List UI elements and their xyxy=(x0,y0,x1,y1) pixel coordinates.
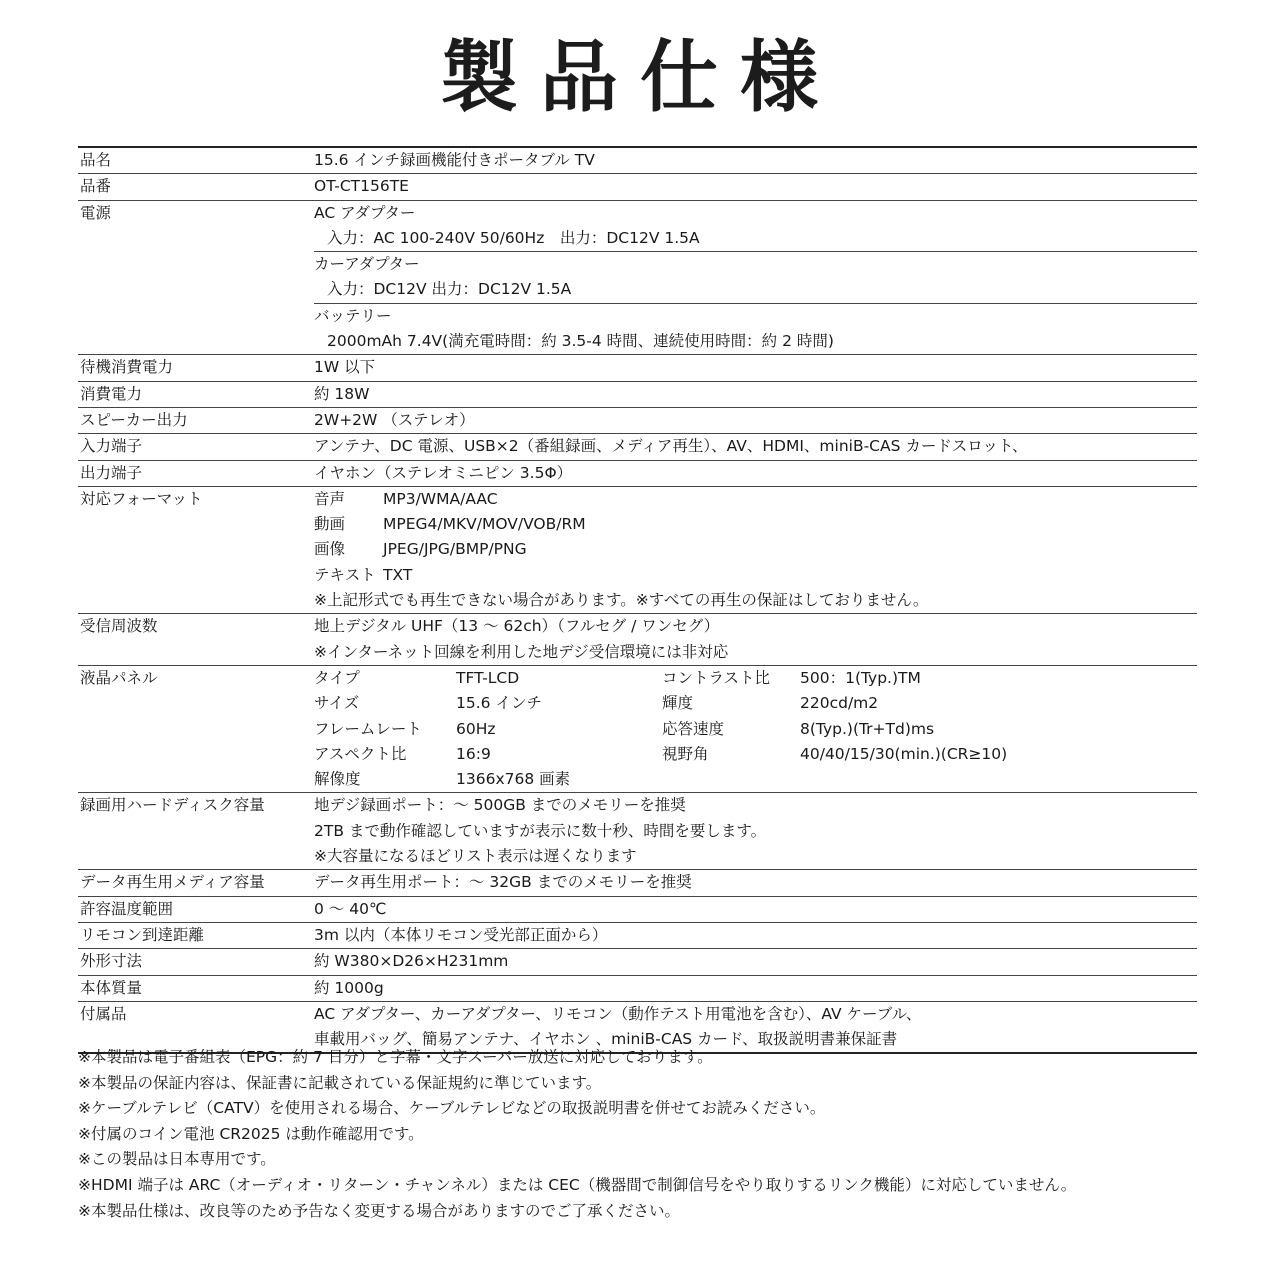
panel-key: 応答速度 xyxy=(662,719,725,738)
spec-label: 外形寸法 xyxy=(80,952,143,971)
spec-row-input xyxy=(78,433,1197,459)
panel-key: アスペクト比 xyxy=(314,744,407,763)
format-note: ※上記形式でも再生できない場合があります。※すべての再生の保証はしておりません。 xyxy=(314,591,929,610)
panel-key: 視野角 xyxy=(662,744,709,763)
spec-label: 待機消費電力 xyxy=(80,358,174,377)
spec-label: 付属品 xyxy=(80,1004,127,1023)
spec-label: 電源 xyxy=(80,203,112,222)
panel-value: 8(Typ.)(Tr+Td)ms xyxy=(800,719,935,738)
spec-row-temperature xyxy=(78,896,1197,922)
spec-row-output xyxy=(78,460,1197,486)
spec-table xyxy=(78,146,1197,1054)
spec-label: データ再生用メディア容量 xyxy=(80,873,265,892)
spec-row-name xyxy=(78,148,1197,173)
format-kind: テキスト xyxy=(314,565,376,584)
spec-value: 0 ～ 40℃ xyxy=(314,899,387,918)
spec-row-dimensions xyxy=(78,948,1197,974)
panel-value: 15.6 インチ xyxy=(456,694,542,713)
format-value: JPEG/JPG/BMP/PNG xyxy=(383,540,527,559)
spec-label: 受信周波数 xyxy=(80,617,158,636)
spec-row-consumption xyxy=(78,381,1197,407)
power-battery-detail: 2000mAh 7.4V(満充電時間：約 3.5-4 時間、連続使用時間：約 2 時間) xyxy=(327,332,834,351)
spec-row-hdd xyxy=(78,792,1197,869)
spec-label: 液晶パネル xyxy=(80,668,158,687)
spec-value: 1W 以下 xyxy=(314,358,376,377)
panel-value: 60Hz xyxy=(456,719,496,738)
format-item xyxy=(314,537,1197,562)
spec-label: 本体質量 xyxy=(80,978,143,997)
spec-row-speaker xyxy=(78,407,1197,433)
spec-label: 入力端子 xyxy=(80,437,143,456)
spec-label: 対応フォーマット xyxy=(80,489,203,508)
format-value: MP3/WMA/AAC xyxy=(383,489,498,508)
spec-value: 3m 以内（本体リモコン受光部正面から） xyxy=(314,925,608,944)
spec-label: スピーカー出力 xyxy=(80,410,188,429)
hdd-note: ※大容量になるほどリスト表示は遅くなります xyxy=(314,847,637,866)
footnote: ※ケーブルテレビ（CATV）を使用される場合、ケーブルテレビなどの取扱説明書を併せてお読みください。 xyxy=(78,1099,826,1118)
footnote: ※本製品は電子番組表（EPG：約 7 日分）と字幕・文字スーパー放送に対応しております。 xyxy=(78,1048,713,1066)
power-car-block xyxy=(314,251,1197,303)
power-ac-title: AC アダプター xyxy=(314,203,416,222)
footnotes xyxy=(78,1045,1218,1224)
footnote: ※HDMI 端子は ARC（オーディオ・リターン・チャンネル）または CEC（機器間で制御信号をやり取りするリンク機能）に対応していません。 xyxy=(78,1175,1077,1194)
hdd-line: 2TB まで動作確認していますが表示に数十秒、時間を要します。 xyxy=(314,821,767,840)
panel-grid xyxy=(314,666,1197,792)
spec-label: リモコン到達距離 xyxy=(80,925,205,944)
spec-row-frequency xyxy=(78,613,1197,665)
spec-value: 約 1000g xyxy=(314,978,384,997)
footnote: ※本製品の保証内容は、保証書に記載されている保証規約に準じています。 xyxy=(78,1073,602,1092)
format-kind: 音声 xyxy=(314,489,346,508)
power-car-detail: 入力：DC12V 出力：DC12V 1.5A xyxy=(327,280,572,299)
spec-label: 許容温度範囲 xyxy=(80,899,174,918)
footnote: ※この製品は日本専用です。 xyxy=(78,1150,276,1169)
panel-key: 輝度 xyxy=(662,694,694,713)
spec-row-remote xyxy=(78,922,1197,948)
format-value: MPEG4/MKV/MOV/VOB/RM xyxy=(383,515,586,534)
format-kind: 動画 xyxy=(314,515,346,534)
footnote: ※本製品仕様は、改良等のため予告なく変更する場合がありますのでご了承ください。 xyxy=(78,1201,680,1220)
spec-row-media xyxy=(78,869,1197,895)
spec-label: 録画用ハードディスク容量 xyxy=(80,796,265,815)
spec-value: 15.6 インチ録画機能付きポータブル TV xyxy=(314,151,595,169)
panel-key: フレームレート xyxy=(314,719,422,738)
format-value: TXT xyxy=(383,565,413,584)
spec-value: イヤホン（ステレオミニピン 3.5Φ） xyxy=(314,463,573,482)
panel-value: 1366x768 画素 xyxy=(456,770,571,789)
spec-value: OT-CT156TE xyxy=(314,177,409,196)
format-kind: 画像 xyxy=(314,540,346,559)
spec-value: 約 W380×D26×H231mm xyxy=(314,952,509,971)
spec-value: 地上デジタル UHF（13 ～ 62ch）（フルセグ / ワンセグ） xyxy=(314,617,720,636)
power-car-title: カーアダプター xyxy=(314,255,420,274)
power-ac-detail: 入力：AC 100-240V 50/60Hz 出力：DC12V 1.5A xyxy=(327,228,700,247)
panel-value: 16:9 xyxy=(456,744,491,763)
hdd-line: 地デジ録画ポート：～ 500GB までのメモリーを推奨 xyxy=(314,796,686,815)
spec-label: 品番 xyxy=(80,177,112,196)
footnote: ※付属のコイン電池 CR2025 は動作確認用です。 xyxy=(78,1124,424,1143)
spec-label: 消費電力 xyxy=(80,384,143,403)
spec-row-model xyxy=(78,173,1197,199)
panel-key: サイズ xyxy=(314,694,360,713)
spec-value: アンテナ、DC 電源、USB×2（番組録画、メディア再生）、AV、HDMI、miniB-CAS カードスロット、 xyxy=(314,437,1028,456)
frequency-note: ※インターネット回線を利用した地デジ受信環境には非対応 xyxy=(314,642,729,661)
panel-key: コントラスト比 xyxy=(662,668,771,687)
spec-label: 品名 xyxy=(80,151,112,169)
spec-row-power xyxy=(78,200,1197,355)
panel-value: 40/40/15/30(min.)(CR≥10) xyxy=(800,744,1008,763)
power-ac-block xyxy=(314,201,1197,252)
panel-value: 220cd/m2 xyxy=(800,694,879,713)
accessories-line: 車載用バッグ、簡易アンテナ、イヤホン 、miniB-CAS カード、取扱説明書兼保証書 xyxy=(314,1030,898,1049)
power-battery-title: バッテリー xyxy=(314,306,392,325)
power-battery-block xyxy=(314,303,1197,355)
format-item xyxy=(314,563,1197,588)
spec-value: データ再生用ポート：～ 32GB までのメモリーを推奨 xyxy=(314,873,692,892)
spec-row-formats xyxy=(78,486,1197,613)
spec-value: 2W+2W （ステレオ） xyxy=(314,410,475,429)
page-title: 製品仕様 xyxy=(439,33,840,123)
panel-key: 解像度 xyxy=(314,770,361,789)
panel-value: TFT-LCD xyxy=(456,668,520,687)
spec-row-panel xyxy=(78,665,1197,792)
spec-row-weight xyxy=(78,975,1197,1001)
format-item xyxy=(314,487,1197,512)
accessories-line: AC アダプター、カーアダプター、リモコン（動作テスト用電池を含む）、AV ケーブル、 xyxy=(314,1004,922,1023)
format-item xyxy=(314,512,1197,537)
spec-label: 出力端子 xyxy=(80,463,143,482)
spec-row-standby xyxy=(78,354,1197,380)
panel-key: タイプ xyxy=(314,668,360,687)
spec-value: 約 18W xyxy=(314,384,370,403)
panel-value: 500：1(Typ.)TM xyxy=(800,668,921,687)
